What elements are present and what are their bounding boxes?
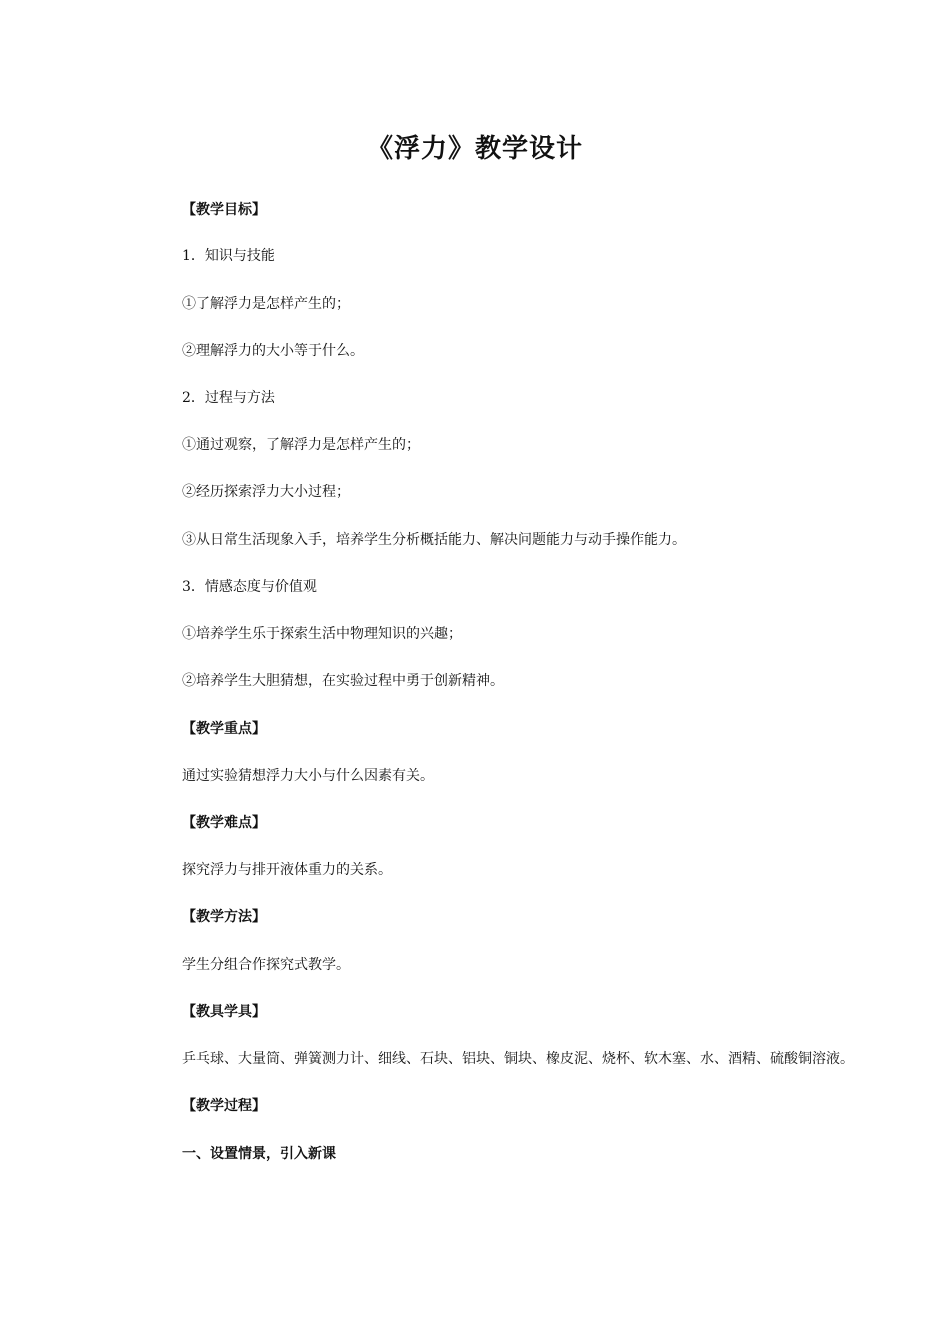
tools-heading: 【教具学具】 bbox=[182, 1004, 266, 1020]
key-points-text: 通过实验猜想浮力大小与什么因素有关。 bbox=[182, 768, 434, 784]
knowledge-item: ②理解浮力的大小等于什么。 bbox=[182, 343, 364, 359]
difficulties-text: 探究浮力与排开液体重力的关系。 bbox=[182, 862, 392, 878]
methods-heading: 【教学方法】 bbox=[182, 909, 266, 925]
process-item: ①通过观察，了解浮力是怎样产生的； bbox=[182, 437, 420, 453]
emotion-item: ②培养学生大胆猜想，在实验过程中勇于创新精神。 bbox=[182, 673, 504, 689]
difficulties-heading: 【教学难点】 bbox=[182, 815, 266, 831]
emotion-item: ①培养学生乐于探索生活中物理知识的兴趣； bbox=[182, 626, 462, 642]
emotion-label: 3．情感态度与价值观 bbox=[182, 579, 317, 595]
tools-text: 乒乓球、大量筒、弹簧测力计、细线、石块、铝块、铜块、橡皮泥、烧杯、软木塞、水、酒精、硫酸铜溶液。 bbox=[182, 1051, 854, 1067]
process-item: ②经历探索浮力大小过程； bbox=[182, 484, 350, 500]
knowledge-label: 1．知识与技能 bbox=[182, 248, 275, 264]
key-points-heading: 【教学重点】 bbox=[182, 721, 266, 737]
process-heading: 【教学过程】 bbox=[182, 1098, 266, 1114]
document-title: 《浮力》教学设计 bbox=[366, 134, 583, 164]
process-item: ③从日常生活现象入手，培养学生分析概括能力、解决问题能力与动手操作能力。 bbox=[182, 532, 686, 548]
process-step-1: 一、设置情景，引入新课 bbox=[182, 1146, 336, 1162]
methods-text: 学生分组合作探究式教学。 bbox=[182, 957, 350, 973]
process-label: 2．过程与方法 bbox=[182, 390, 275, 406]
goals-heading: 【教学目标】 bbox=[182, 202, 266, 218]
knowledge-item: ①了解浮力是怎样产生的； bbox=[182, 296, 350, 312]
